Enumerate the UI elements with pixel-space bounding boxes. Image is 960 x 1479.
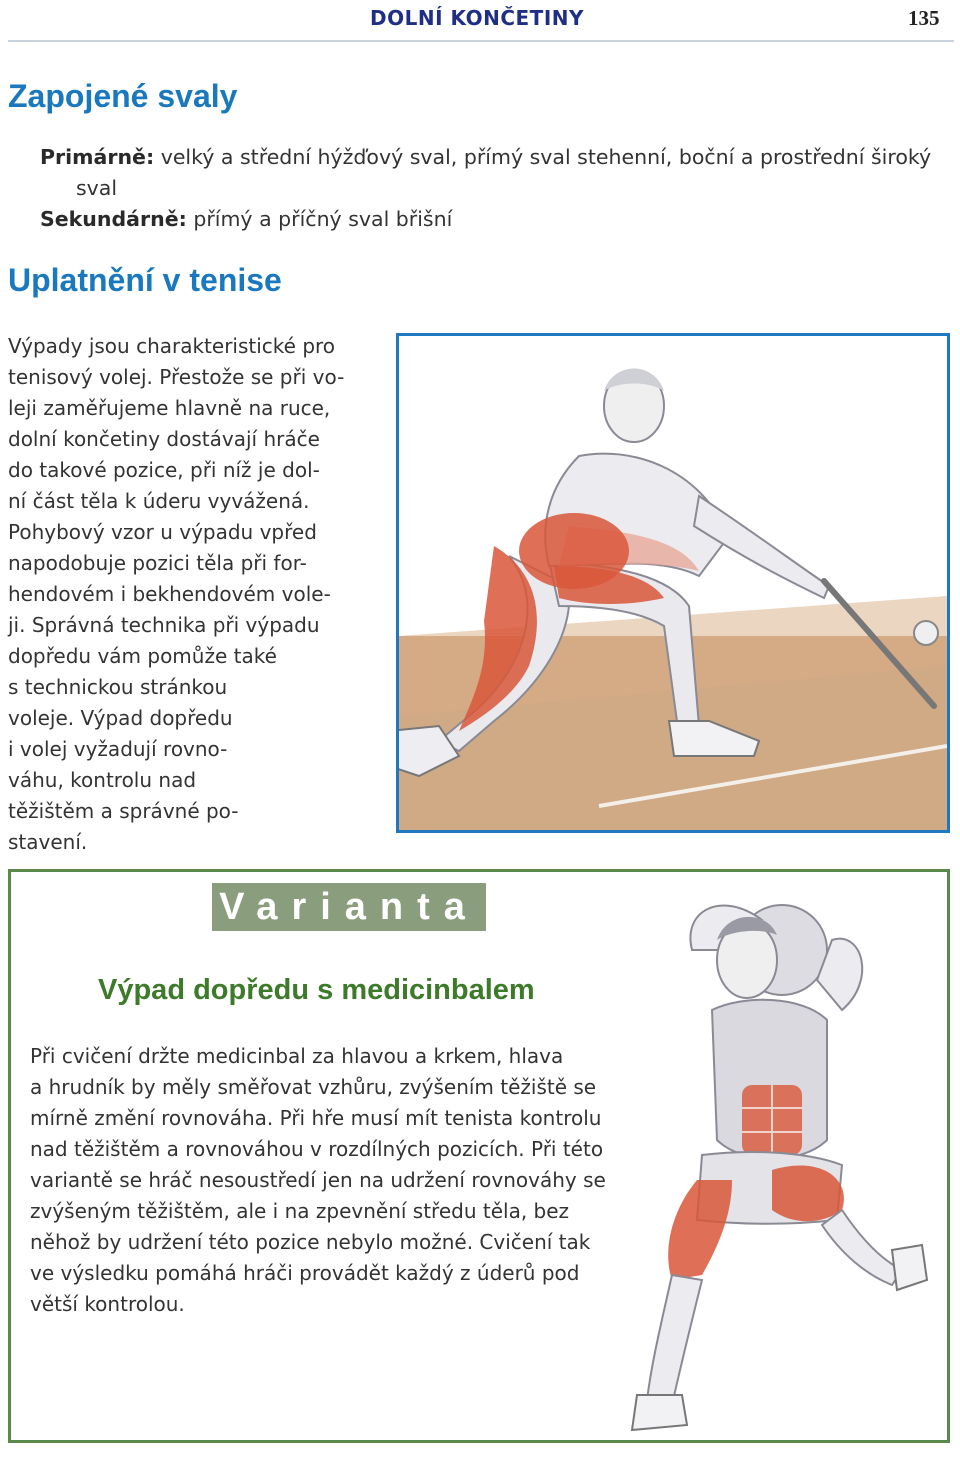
text-line: stavení. (8, 830, 88, 854)
text-line: zvýšeným těžištěm, ale i na zpevnění středu těla, bez (30, 1199, 570, 1223)
text-line: tenisový volej. Přestože se při vo- (8, 365, 345, 389)
page-number: 135 (908, 6, 940, 30)
text-line: a hrudník by měly směřovat vzhůru, zvýšením těžiště se (30, 1075, 597, 1099)
text-line: leji zaměřujeme hlavně na ruce, (8, 396, 331, 420)
text-line: Výpady jsou charakteristické pro (8, 334, 336, 358)
secondary-muscles (40, 204, 950, 235)
text-line: voleje. Výpad dopředu (8, 706, 233, 730)
text-line: s technickou stránkou (8, 675, 228, 699)
text-line: váhu, kontrolu nad (8, 768, 197, 792)
text-line: variantě se hráč nesoustředí jen na udržení rovnováhy se (30, 1168, 606, 1192)
primary-label: Primárně: (40, 145, 155, 169)
text-line: dolní končetiny dostávají hráče (8, 427, 320, 451)
muscles-heading: Zapojené svaly (8, 78, 238, 114)
text-line: větší kontrolou. (30, 1292, 185, 1316)
text-line: ve výsledku pomáhá hráči provádět každý z úderů pod (30, 1261, 580, 1285)
text-line: nad těžištěm a rovnováhou v rozdílných pozicích. Při této (30, 1137, 604, 1161)
lunge-volley-figure (399, 336, 947, 830)
primary-text: velký a střední hýžďový sval, přímý sval stehenní, boční a prostřední široký sval (76, 145, 932, 200)
medicine-ball-lunge-illustration (592, 880, 932, 1440)
text-line: Pohybový vzor u výpadu vpřed (8, 520, 317, 544)
text-line: i volej vyžadují rovno- (8, 737, 228, 761)
text-line: hendovém i bekhendovém vole- (8, 582, 331, 606)
text-line: Při cvičení držte medicinbal za hlavou a krkem, hlava (30, 1044, 564, 1068)
text-line: mírně změní rovnováha. Při hře musí mít tenista kontrolu (30, 1106, 602, 1130)
text-line: dopředu vám pomůže také (8, 644, 277, 668)
header-rule (8, 40, 954, 42)
secondary-text: přímý a příčný sval břišní (186, 207, 453, 231)
secondary-label: Sekundárně: (40, 207, 187, 231)
primary-muscles (40, 142, 950, 204)
lunge-volley-illustration (396, 333, 950, 833)
text-line: těžištěm a správné po- (8, 799, 239, 823)
text-line: do takové pozice, při níž je dol- (8, 458, 320, 482)
text-line: ní část těla k úderu vyvážená. (8, 489, 310, 513)
text-line: napodobuje pozici těla při for- (8, 551, 307, 575)
tennis-heading: Uplatnění v tenise (8, 262, 282, 298)
text-line: ji. Správná technika při výpadu (8, 613, 320, 637)
variant-title: Výpad dopředu s medicinbalem (98, 974, 535, 1006)
header-title: DOLNÍ KONČETINY (370, 6, 584, 30)
variant-paragraph (30, 1041, 690, 1320)
text-line: něhož by udržení této pozice nebylo možné. Cvičení tak (30, 1230, 591, 1254)
tennis-paragraph (8, 331, 378, 858)
variant-tag: Varianta (212, 883, 486, 931)
muscles-list (40, 142, 950, 235)
